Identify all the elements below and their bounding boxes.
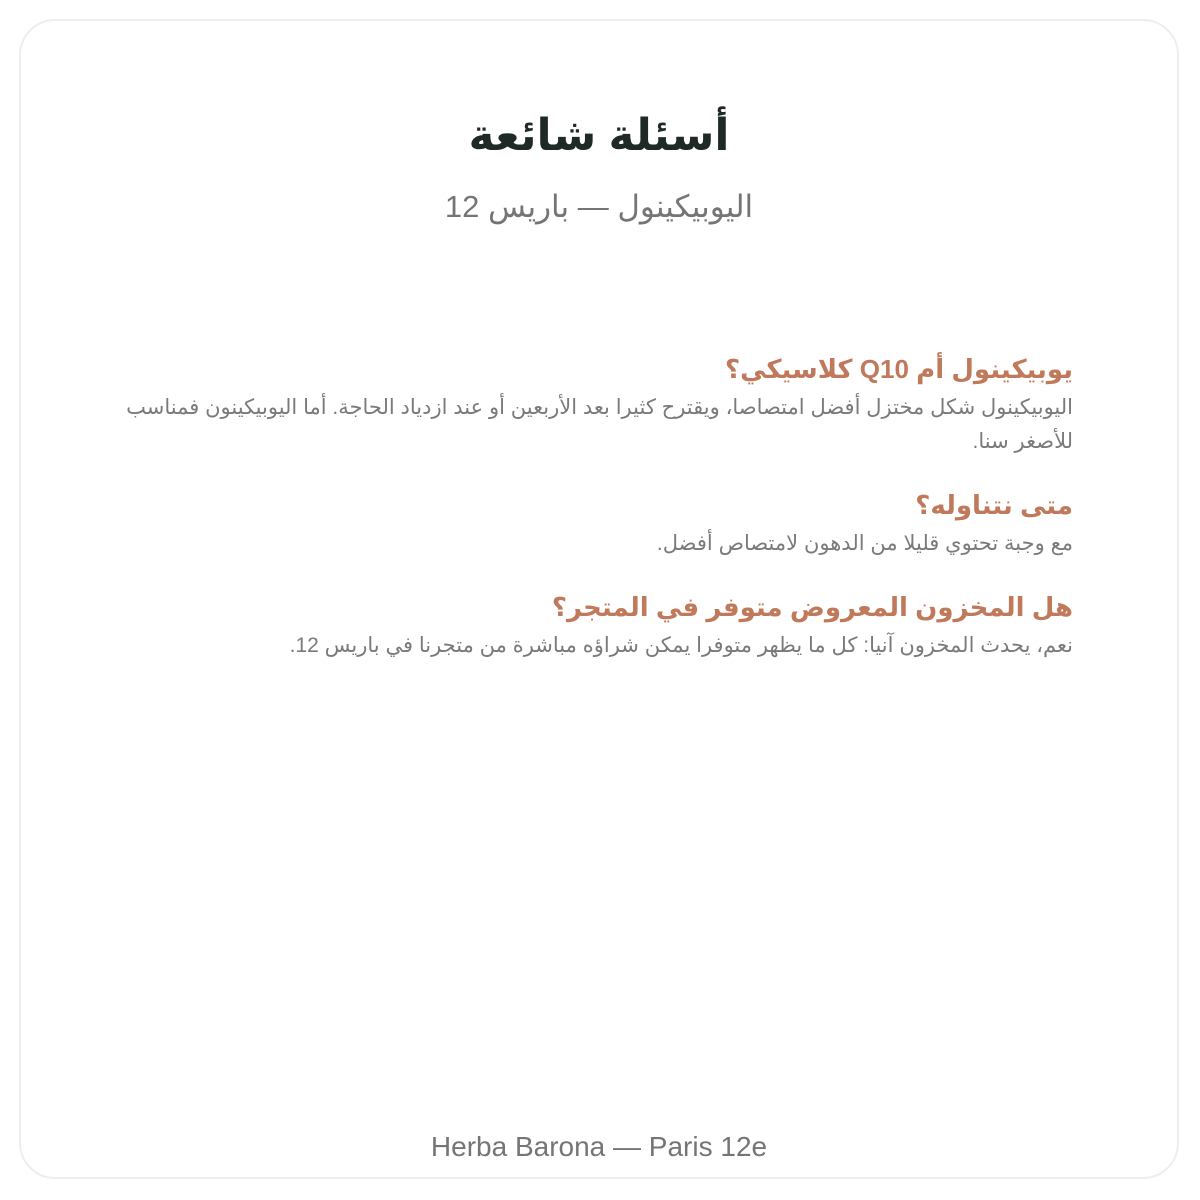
faq-item [121, 487, 1073, 561]
faq-question: متى نتناوله؟ [915, 490, 1073, 520]
faq-item [121, 351, 1073, 459]
faq-question: يوبيكينول أم Q10 كلاسيكي؟ [725, 354, 1073, 384]
footer-store-name: Herba Barona — Paris 12e [430, 1131, 768, 1162]
faq-answer: مع وجبة تحتوي قليلا من الدهون لامتصاص أفضل. [656, 532, 1073, 555]
page-subtitle: اليوبيكينول — باريس 12 [444, 189, 754, 224]
faq-question: هل المخزون المعروض متوفر في المتجر؟ [551, 592, 1073, 622]
faq-answer: اليوبيكينول شكل مختزل أفضل امتصاصا، ويقترح كثيرا بعد الأربعين أو عند ازدياد الحاجة. أما اليوبيكينون فمناسب للأصغر سنا. [126, 396, 1073, 453]
faq-list [121, 351, 1073, 691]
faq-item [121, 589, 1073, 663]
faq-card [19, 19, 1179, 1179]
page-title: أسئلة شائعة [468, 111, 730, 160]
faq-answer: نعم، يحدث المخزون آنيا: كل ما يظهر متوفرا يمكن شراؤه مباشرة من متجرنا في باريس 12. [289, 634, 1073, 657]
